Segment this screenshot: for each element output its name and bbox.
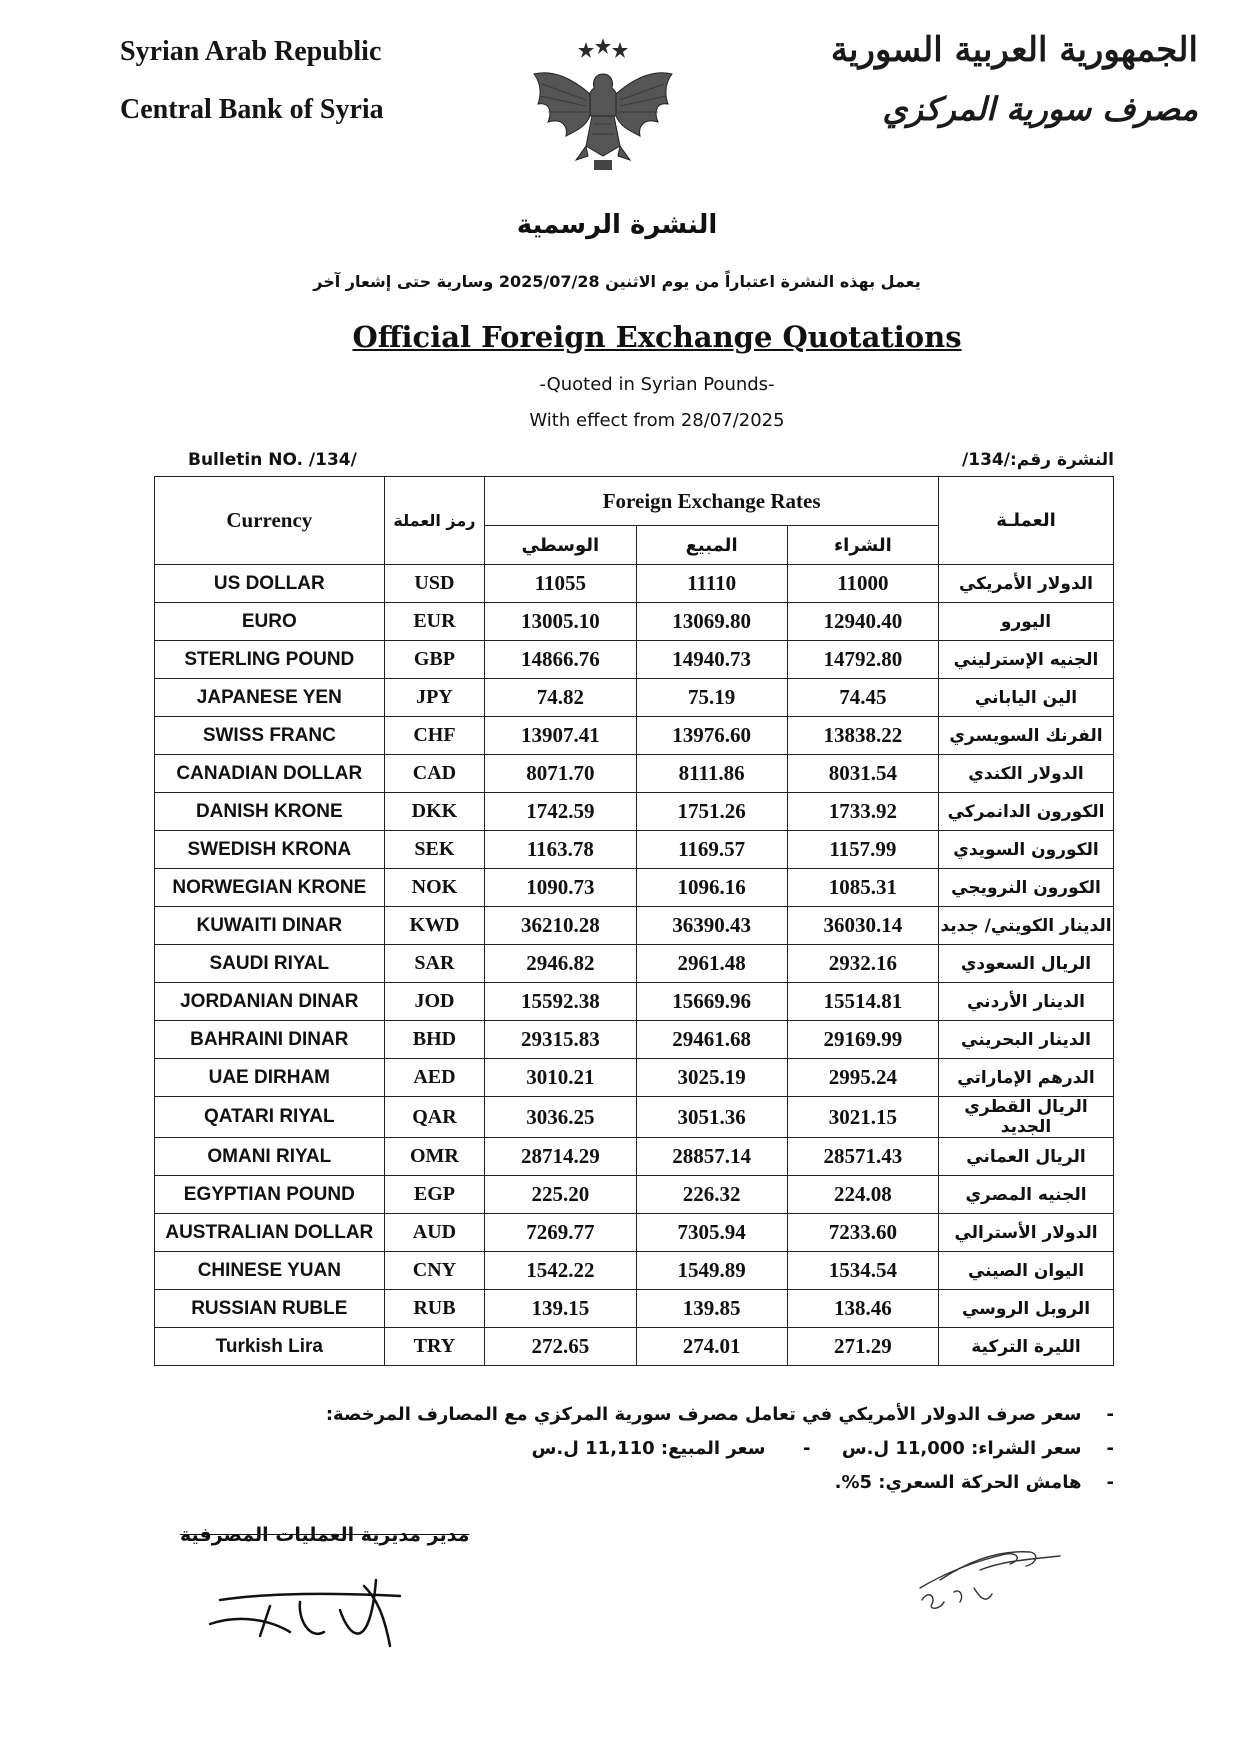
- rate-mid: 13005.10: [485, 603, 636, 641]
- note-bullet: -: [1081, 1404, 1114, 1425]
- note-1-text: سعر صرف الدولار الأمريكي في تعامل مصرف سورية المركزي مع المصارف المرخصة:: [325, 1404, 1082, 1425]
- currency-name-en: OMANI RIYAL: [155, 1138, 385, 1176]
- rate-buy: 13838.22: [787, 717, 938, 755]
- currency-name-en: AUSTRALIAN DOLLAR: [155, 1214, 385, 1252]
- rate-sell: 28857.14: [636, 1138, 787, 1176]
- table-row: [155, 1252, 1114, 1290]
- currency-name-en: RUSSIAN RUBLE: [155, 1290, 385, 1328]
- currency-name-ar: اليورو: [939, 603, 1114, 641]
- rate-mid: 1542.22: [485, 1252, 636, 1290]
- eagle-emblem-icon: [528, 34, 678, 184]
- rate-sell: 13069.80: [636, 603, 787, 641]
- currency-name-en: CANADIAN DOLLAR: [155, 755, 385, 793]
- currency-name-en: QATARI RIYAL: [155, 1097, 385, 1138]
- signature-title: مدير مديرية العمليات المصرفية: [180, 1524, 470, 1546]
- header-en-line2: Central Bank of Syria: [120, 94, 384, 125]
- rate-mid: 1090.73: [485, 869, 636, 907]
- table-row: [155, 1021, 1114, 1059]
- currency-code: TRY: [384, 1328, 485, 1366]
- rate-buy: 36030.14: [787, 907, 938, 945]
- rate-buy: 11000: [787, 565, 938, 603]
- rate-buy: 29169.99: [787, 1021, 938, 1059]
- table-row: [155, 1138, 1114, 1176]
- rate-mid: 1742.59: [485, 793, 636, 831]
- currency-code: CAD: [384, 755, 485, 793]
- currency-code: USD: [384, 565, 485, 603]
- currency-name-ar: الريال السعودي: [939, 945, 1114, 983]
- rate-mid: 11055: [485, 565, 636, 603]
- currency-code: CNY: [384, 1252, 485, 1290]
- table-row: [155, 869, 1114, 907]
- currency-name-en: CHINESE YUAN: [155, 1252, 385, 1290]
- currency-code: AED: [384, 1059, 485, 1097]
- currency-name-en: SAUDI RIYAL: [155, 945, 385, 983]
- currency-name-en: SWISS FRANC: [155, 717, 385, 755]
- table-row: [155, 983, 1114, 1021]
- rate-buy: 224.08: [787, 1176, 938, 1214]
- rate-sell: 7305.94: [636, 1214, 787, 1252]
- note-2-sell: سعر المبيع: 11,110 ل.س: [531, 1438, 766, 1459]
- currency-code: SAR: [384, 945, 485, 983]
- effect-en: With effect from 28/07/2025: [529, 410, 785, 431]
- currency-code: QAR: [384, 1097, 485, 1138]
- rate-sell: 11110: [636, 565, 787, 603]
- note-bullet: -: [1081, 1438, 1114, 1459]
- rate-buy: 1085.31: [787, 869, 938, 907]
- table-row: [155, 641, 1114, 679]
- currency-name-ar: الدرهم الإماراتي: [939, 1059, 1114, 1097]
- rate-sell: 226.32: [636, 1176, 787, 1214]
- bulletin-en: Bulletin NO. /134/: [188, 450, 357, 470]
- currency-code: EUR: [384, 603, 485, 641]
- currency-name-ar: اليوان الصيني: [939, 1252, 1114, 1290]
- rate-sell: 1096.16: [636, 869, 787, 907]
- currency-name-en: KUWAITI DINAR: [155, 907, 385, 945]
- bulletin-ar: النشرة رقم:/134/: [962, 450, 1114, 470]
- rate-mid: 74.82: [485, 679, 636, 717]
- rate-sell: 3025.19: [636, 1059, 787, 1097]
- col-code-ar: رمز العملة: [384, 477, 485, 565]
- rate-mid: 8071.70: [485, 755, 636, 793]
- currency-code: KWD: [384, 907, 485, 945]
- rate-sell: 1169.57: [636, 831, 787, 869]
- currency-name-ar: الدينار البحريني: [939, 1021, 1114, 1059]
- note-1: [326, 1404, 1114, 1425]
- effect-ar: يعمل بهذه النشرة اعتباراً من يوم الاثنين 2025/07/28 وسارية حتى إشعار آخر: [313, 272, 921, 291]
- table-row: [155, 679, 1114, 717]
- rate-buy: 14792.80: [787, 641, 938, 679]
- table-row: [155, 1059, 1114, 1097]
- currency-code: GBP: [384, 641, 485, 679]
- currency-name-ar: الدولار الكندي: [939, 755, 1114, 793]
- signature-right-icon: [910, 1530, 1070, 1620]
- currency-name-ar: الفرنك السويسري: [939, 717, 1114, 755]
- rate-buy: 1733.92: [787, 793, 938, 831]
- rate-mid: 7269.77: [485, 1214, 636, 1252]
- currency-code: CHF: [384, 717, 485, 755]
- col-buy-ar: الشراء: [787, 526, 938, 565]
- rate-sell: 1549.89: [636, 1252, 787, 1290]
- rate-buy: 8031.54: [787, 755, 938, 793]
- note-2-buy: سعر الشراء: 11,000 ل.س: [841, 1438, 1082, 1459]
- subtitle-en: -Quoted in Syrian Pounds-: [539, 374, 775, 395]
- note-bullet: -: [1081, 1472, 1114, 1493]
- note-3: [835, 1472, 1114, 1493]
- rate-mid: 15592.38: [485, 983, 636, 1021]
- rate-mid: 225.20: [485, 1176, 636, 1214]
- currency-name-ar: الدينار الكويتي/ جديد: [939, 907, 1114, 945]
- currency-name-ar: الليرة التركية: [939, 1328, 1114, 1366]
- currency-code: DKK: [384, 793, 485, 831]
- currency-name-ar: الريال القطري الجديد: [939, 1097, 1114, 1138]
- rate-sell: 29461.68: [636, 1021, 787, 1059]
- title-en: Official Foreign Exchange Quotations: [352, 320, 962, 354]
- rate-mid: 2946.82: [485, 945, 636, 983]
- rate-mid: 14866.76: [485, 641, 636, 679]
- table-row: [155, 603, 1114, 641]
- rate-sell: 14940.73: [636, 641, 787, 679]
- title-ar: النشرة الرسمية: [516, 210, 718, 240]
- table-row: [155, 755, 1114, 793]
- table-row: [155, 1214, 1114, 1252]
- currency-name-en: UAE DIRHAM: [155, 1059, 385, 1097]
- note-bullet: -: [765, 1438, 842, 1459]
- rate-mid: 3036.25: [485, 1097, 636, 1138]
- col-sell-ar: المبيع: [636, 526, 787, 565]
- note-3-text: هامش الحركة السعري: 5%.: [834, 1472, 1082, 1493]
- table-row: [155, 1328, 1114, 1366]
- currency-code: OMR: [384, 1138, 485, 1176]
- rate-buy: 2932.16: [787, 945, 938, 983]
- header-en-line1: Syrian Arab Republic: [120, 36, 382, 67]
- signature-left-icon: [200, 1540, 430, 1660]
- rate-mid: 139.15: [485, 1290, 636, 1328]
- currency-name-ar: الدينار الأردني: [939, 983, 1114, 1021]
- rate-buy: 28571.43: [787, 1138, 938, 1176]
- table-row: [155, 1176, 1114, 1214]
- rates-table: [154, 476, 1114, 1366]
- currency-name-ar: الكورون النرويجي: [939, 869, 1114, 907]
- currency-name-ar: الكورون السويدي: [939, 831, 1114, 869]
- currency-name-en: EURO: [155, 603, 385, 641]
- table-row: [155, 831, 1114, 869]
- currency-name-ar: الجنيه الإسترليني: [939, 641, 1114, 679]
- currency-code: JPY: [384, 679, 485, 717]
- rate-buy: 3021.15: [787, 1097, 938, 1138]
- currency-name-ar: الروبل الروسي: [939, 1290, 1114, 1328]
- table-row: [155, 907, 1114, 945]
- rate-mid: 3010.21: [485, 1059, 636, 1097]
- currency-name-en: JORDANIAN DINAR: [155, 983, 385, 1021]
- rate-mid: 36210.28: [485, 907, 636, 945]
- rate-sell: 3051.36: [636, 1097, 787, 1138]
- currency-name-ar: الجنيه المصري: [939, 1176, 1114, 1214]
- rate-mid: 29315.83: [485, 1021, 636, 1059]
- currency-name-en: STERLING POUND: [155, 641, 385, 679]
- col-currency: Currency: [155, 477, 385, 565]
- currency-name-en: BAHRAINI DINAR: [155, 1021, 385, 1059]
- table-row: [155, 793, 1114, 831]
- rate-mid: 272.65: [485, 1328, 636, 1366]
- rate-buy: 271.29: [787, 1328, 938, 1366]
- currency-name-ar: الدولار الأمريكي: [939, 565, 1114, 603]
- col-rates: Foreign Exchange Rates: [485, 477, 939, 526]
- currency-name-en: EGYPTIAN POUND: [155, 1176, 385, 1214]
- rate-sell: 75.19: [636, 679, 787, 717]
- currency-name-en: Turkish Lira: [155, 1328, 385, 1366]
- rate-buy: 7233.60: [787, 1214, 938, 1252]
- note-2: [532, 1438, 1114, 1459]
- currency-code: SEK: [384, 831, 485, 869]
- rate-mid: 28714.29: [485, 1138, 636, 1176]
- currency-name-ar: الريال العماني: [939, 1138, 1114, 1176]
- rate-mid: 1163.78: [485, 831, 636, 869]
- rate-sell: 36390.43: [636, 907, 787, 945]
- rate-buy: 138.46: [787, 1290, 938, 1328]
- table-row: [155, 717, 1114, 755]
- rate-buy: 1157.99: [787, 831, 938, 869]
- currency-name-en: JAPANESE YEN: [155, 679, 385, 717]
- header-ar-line1: الجمهورية العربية السورية: [830, 30, 1198, 70]
- currency-code: AUD: [384, 1214, 485, 1252]
- rate-mid: 13907.41: [485, 717, 636, 755]
- currency-code: EGP: [384, 1176, 485, 1214]
- currency-code: JOD: [384, 983, 485, 1021]
- header-ar-line2: مصرف سورية المركزي: [882, 90, 1198, 128]
- currency-code: NOK: [384, 869, 485, 907]
- currency-code: BHD: [384, 1021, 485, 1059]
- col-currency-ar: العملـة: [939, 477, 1114, 565]
- rate-buy: 1534.54: [787, 1252, 938, 1290]
- currency-name-en: DANISH KRONE: [155, 793, 385, 831]
- currency-name-ar: الين الياباني: [939, 679, 1114, 717]
- table-row: [155, 565, 1114, 603]
- rate-sell: 274.01: [636, 1328, 787, 1366]
- currency-code: RUB: [384, 1290, 485, 1328]
- table-row: [155, 1097, 1114, 1138]
- currency-name-en: SWEDISH KRONA: [155, 831, 385, 869]
- rate-buy: 15514.81: [787, 983, 938, 1021]
- table-row: [155, 945, 1114, 983]
- rate-sell: 2961.48: [636, 945, 787, 983]
- rate-buy: 2995.24: [787, 1059, 938, 1097]
- rate-sell: 1751.26: [636, 793, 787, 831]
- rate-sell: 15669.96: [636, 983, 787, 1021]
- table-row: [155, 1290, 1114, 1328]
- rate-sell: 13976.60: [636, 717, 787, 755]
- rate-sell: 8111.86: [636, 755, 787, 793]
- col-mid-ar: الوسطي: [485, 526, 636, 565]
- rate-buy: 74.45: [787, 679, 938, 717]
- currency-name-ar: الكورون الدانمركي: [939, 793, 1114, 831]
- rate-buy: 12940.40: [787, 603, 938, 641]
- rate-sell: 139.85: [636, 1290, 787, 1328]
- currency-name-ar: الدولار الأسترالي: [939, 1214, 1114, 1252]
- currency-name-en: NORWEGIAN KRONE: [155, 869, 385, 907]
- currency-name-en: US DOLLAR: [155, 565, 385, 603]
